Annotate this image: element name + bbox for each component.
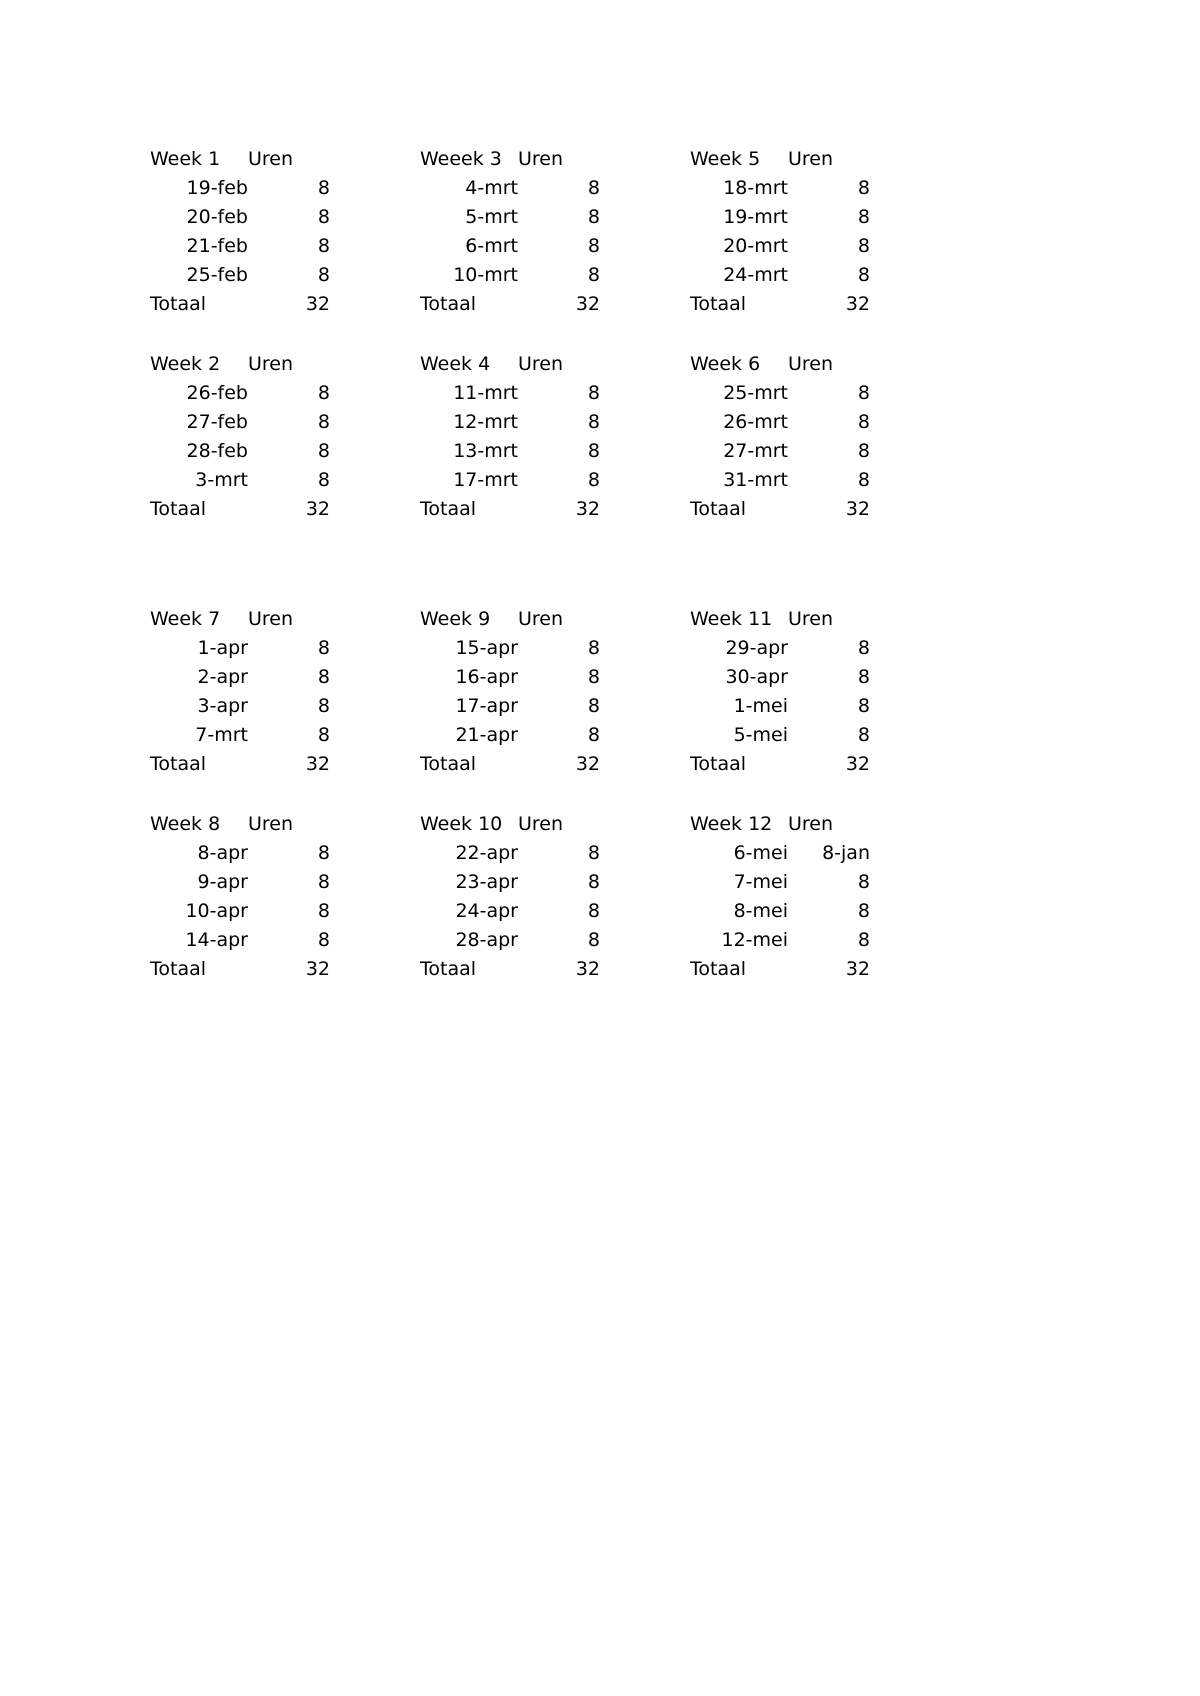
table-row bbox=[150, 634, 330, 663]
date-cell: 26-mrt bbox=[723, 411, 788, 433]
hours-header: Uren bbox=[518, 813, 564, 835]
timesheet-band-4 bbox=[150, 810, 930, 984]
hours-cell: 8 bbox=[317, 724, 330, 746]
week-label: Week 6 bbox=[690, 353, 761, 375]
date-cell: 28-apr bbox=[455, 929, 518, 951]
week-table bbox=[420, 350, 600, 524]
date-cell: 3-apr bbox=[197, 695, 248, 717]
date-cell: 4-mrt bbox=[465, 177, 518, 199]
total-label: Totaal bbox=[420, 753, 477, 775]
table-row bbox=[690, 408, 870, 437]
hours-cell: 8 bbox=[317, 235, 330, 257]
hours-cell: 8 bbox=[857, 929, 870, 951]
date-cell: 8-apr bbox=[197, 842, 248, 864]
week-header-row bbox=[690, 810, 870, 839]
date-cell: 12-mei bbox=[721, 929, 788, 951]
table-row bbox=[690, 466, 870, 495]
week-table bbox=[690, 810, 870, 984]
date-cell: 8-mei bbox=[733, 900, 788, 922]
table-row bbox=[420, 663, 600, 692]
hours-cell: 8-jan bbox=[822, 842, 870, 864]
table-row bbox=[690, 897, 870, 926]
date-cell: 15-apr bbox=[455, 637, 518, 659]
hours-cell: 8 bbox=[857, 666, 870, 688]
date-cell: 10-mrt bbox=[453, 264, 518, 286]
table-row bbox=[420, 897, 600, 926]
week-table bbox=[420, 145, 600, 319]
hours-cell: 8 bbox=[857, 469, 870, 491]
hours-cell: 8 bbox=[587, 871, 600, 893]
date-cell: 23-apr bbox=[455, 871, 518, 893]
hours-cell: 8 bbox=[857, 411, 870, 433]
hours-cell: 8 bbox=[317, 382, 330, 404]
total-value: 32 bbox=[305, 293, 330, 315]
week-header-row bbox=[420, 605, 600, 634]
date-cell: 27-feb bbox=[186, 411, 248, 433]
date-cell: 30-apr bbox=[725, 666, 788, 688]
total-row bbox=[420, 495, 600, 524]
hours-header: Uren bbox=[248, 353, 294, 375]
table-row bbox=[150, 663, 330, 692]
hours-cell: 8 bbox=[587, 411, 600, 433]
week-label: Week 12 bbox=[690, 813, 773, 835]
date-cell: 27-mrt bbox=[723, 440, 788, 462]
date-cell: 25-feb bbox=[186, 264, 248, 286]
hours-cell: 8 bbox=[857, 637, 870, 659]
total-value: 32 bbox=[845, 753, 870, 775]
date-cell: 19-mrt bbox=[723, 206, 788, 228]
total-value: 32 bbox=[575, 753, 600, 775]
week-header-row bbox=[150, 605, 330, 634]
hours-cell: 8 bbox=[587, 235, 600, 257]
date-cell: 11-mrt bbox=[453, 382, 518, 404]
table-row bbox=[420, 437, 600, 466]
total-label: Totaal bbox=[690, 498, 747, 520]
hours-cell: 8 bbox=[587, 637, 600, 659]
hours-cell: 8 bbox=[587, 929, 600, 951]
date-cell: 2-apr bbox=[197, 666, 248, 688]
hours-cell: 8 bbox=[587, 724, 600, 746]
timesheet-band-1 bbox=[150, 145, 930, 319]
table-row bbox=[150, 174, 330, 203]
date-cell: 14-apr bbox=[185, 929, 248, 951]
total-row bbox=[150, 495, 330, 524]
total-label: Totaal bbox=[150, 753, 207, 775]
total-value: 32 bbox=[575, 498, 600, 520]
total-value: 32 bbox=[845, 293, 870, 315]
date-cell: 12-mrt bbox=[453, 411, 518, 433]
hours-cell: 8 bbox=[857, 440, 870, 462]
week-label: Week 8 bbox=[150, 813, 221, 835]
hours-header: Uren bbox=[248, 608, 294, 630]
date-cell: 24-apr bbox=[455, 900, 518, 922]
total-label: Totaal bbox=[420, 958, 477, 980]
week-label: Weeek 3 bbox=[420, 148, 502, 170]
total-label: Totaal bbox=[150, 958, 207, 980]
table-row bbox=[690, 261, 870, 290]
table-row bbox=[690, 232, 870, 261]
date-cell: 13-mrt bbox=[453, 440, 518, 462]
table-row bbox=[420, 232, 600, 261]
table-row bbox=[690, 634, 870, 663]
total-row bbox=[150, 955, 330, 984]
week-header-row bbox=[690, 605, 870, 634]
table-row bbox=[420, 466, 600, 495]
total-value: 32 bbox=[845, 498, 870, 520]
table-row bbox=[420, 203, 600, 232]
total-row bbox=[150, 750, 330, 779]
hours-cell: 8 bbox=[587, 264, 600, 286]
date-cell: 19-feb bbox=[186, 177, 248, 199]
week-label: Week 4 bbox=[420, 353, 491, 375]
table-row bbox=[150, 232, 330, 261]
date-cell: 31-mrt bbox=[723, 469, 788, 491]
date-cell: 7-mrt bbox=[195, 724, 248, 746]
date-cell: 9-apr bbox=[197, 871, 248, 893]
date-cell: 20-mrt bbox=[723, 235, 788, 257]
total-label: Totaal bbox=[690, 958, 747, 980]
date-cell: 17-apr bbox=[455, 695, 518, 717]
hours-header: Uren bbox=[788, 148, 834, 170]
total-value: 32 bbox=[575, 293, 600, 315]
hours-cell: 8 bbox=[587, 440, 600, 462]
hours-cell: 8 bbox=[587, 382, 600, 404]
week-label: Week 10 bbox=[420, 813, 503, 835]
week-table bbox=[690, 605, 870, 779]
total-row bbox=[150, 290, 330, 319]
table-row bbox=[420, 868, 600, 897]
date-cell: 6-mrt bbox=[465, 235, 518, 257]
hours-cell: 8 bbox=[317, 177, 330, 199]
total-label: Totaal bbox=[420, 293, 477, 315]
total-row bbox=[690, 750, 870, 779]
total-value: 32 bbox=[845, 958, 870, 980]
week-label: Week 7 bbox=[150, 608, 221, 630]
week-table bbox=[150, 350, 330, 524]
table-row bbox=[690, 174, 870, 203]
hours-cell: 8 bbox=[857, 177, 870, 199]
total-row bbox=[690, 290, 870, 319]
week-table bbox=[150, 145, 330, 319]
total-label: Totaal bbox=[690, 753, 747, 775]
table-row bbox=[420, 839, 600, 868]
hours-cell: 8 bbox=[317, 871, 330, 893]
total-value: 32 bbox=[305, 958, 330, 980]
hours-cell: 8 bbox=[317, 666, 330, 688]
total-row bbox=[690, 955, 870, 984]
week-label: Week 2 bbox=[150, 353, 221, 375]
table-row bbox=[420, 926, 600, 955]
week-header-row bbox=[690, 145, 870, 174]
table-row bbox=[420, 261, 600, 290]
week-label: Week 1 bbox=[150, 148, 221, 170]
timesheet bbox=[150, 145, 930, 995]
date-cell: 1-apr bbox=[197, 637, 248, 659]
hours-cell: 8 bbox=[317, 900, 330, 922]
hours-cell: 8 bbox=[857, 382, 870, 404]
table-row bbox=[150, 466, 330, 495]
date-cell: 6-mei bbox=[733, 842, 788, 864]
table-row bbox=[690, 203, 870, 232]
table-row bbox=[150, 897, 330, 926]
table-row bbox=[150, 692, 330, 721]
hours-header: Uren bbox=[518, 608, 564, 630]
hours-cell: 8 bbox=[317, 929, 330, 951]
hours-cell: 8 bbox=[317, 264, 330, 286]
date-cell: 5-mrt bbox=[465, 206, 518, 228]
table-row bbox=[690, 379, 870, 408]
hours-header: Uren bbox=[518, 353, 564, 375]
hours-header: Uren bbox=[518, 148, 564, 170]
date-cell: 18-mrt bbox=[723, 177, 788, 199]
week-label: Week 5 bbox=[690, 148, 761, 170]
week-label: Week 11 bbox=[690, 608, 773, 630]
date-cell: 5-mei bbox=[733, 724, 788, 746]
table-row bbox=[690, 926, 870, 955]
hours-header: Uren bbox=[788, 353, 834, 375]
total-value: 32 bbox=[305, 498, 330, 520]
date-cell: 21-apr bbox=[455, 724, 518, 746]
week-header-row bbox=[150, 350, 330, 379]
total-value: 32 bbox=[305, 753, 330, 775]
week-header-row bbox=[420, 145, 600, 174]
date-cell: 24-mrt bbox=[723, 264, 788, 286]
hours-cell: 8 bbox=[857, 724, 870, 746]
table-row bbox=[150, 203, 330, 232]
table-row bbox=[150, 868, 330, 897]
hours-header: Uren bbox=[788, 608, 834, 630]
date-cell: 22-apr bbox=[455, 842, 518, 864]
table-row bbox=[690, 868, 870, 897]
total-value: 32 bbox=[575, 958, 600, 980]
hours-cell: 8 bbox=[317, 469, 330, 491]
table-row bbox=[420, 408, 600, 437]
table-row bbox=[150, 379, 330, 408]
table-row bbox=[690, 692, 870, 721]
date-cell: 16-apr bbox=[455, 666, 518, 688]
table-row bbox=[420, 379, 600, 408]
hours-cell: 8 bbox=[587, 695, 600, 717]
date-cell: 1-mei bbox=[733, 695, 788, 717]
week-table bbox=[420, 810, 600, 984]
date-cell: 26-feb bbox=[186, 382, 248, 404]
week-header-row bbox=[150, 810, 330, 839]
total-label: Totaal bbox=[690, 293, 747, 315]
table-row bbox=[690, 721, 870, 750]
week-table bbox=[150, 810, 330, 984]
hours-cell: 8 bbox=[857, 871, 870, 893]
week-header-row bbox=[420, 810, 600, 839]
total-row bbox=[420, 290, 600, 319]
table-row bbox=[420, 692, 600, 721]
week-header-row bbox=[150, 145, 330, 174]
timesheet-band-2 bbox=[150, 350, 930, 524]
table-row bbox=[150, 437, 330, 466]
table-row bbox=[420, 634, 600, 663]
table-row bbox=[150, 839, 330, 868]
date-cell: 28-feb bbox=[186, 440, 248, 462]
date-cell: 3-mrt bbox=[195, 469, 248, 491]
hours-header: Uren bbox=[248, 813, 294, 835]
date-cell: 17-mrt bbox=[453, 469, 518, 491]
week-header-row bbox=[420, 350, 600, 379]
total-label: Totaal bbox=[150, 498, 207, 520]
total-label: Totaal bbox=[420, 498, 477, 520]
date-cell: 20-feb bbox=[186, 206, 248, 228]
hours-cell: 8 bbox=[317, 440, 330, 462]
table-row bbox=[690, 663, 870, 692]
hours-cell: 8 bbox=[587, 206, 600, 228]
hours-cell: 8 bbox=[587, 900, 600, 922]
hours-cell: 8 bbox=[587, 842, 600, 864]
week-header-row bbox=[690, 350, 870, 379]
week-table bbox=[150, 605, 330, 779]
hours-cell: 8 bbox=[587, 177, 600, 199]
hours-cell: 8 bbox=[587, 469, 600, 491]
total-row bbox=[690, 495, 870, 524]
hours-cell: 8 bbox=[317, 411, 330, 433]
table-row bbox=[150, 408, 330, 437]
week-table bbox=[690, 145, 870, 319]
hours-cell: 8 bbox=[857, 206, 870, 228]
hours-cell: 8 bbox=[317, 695, 330, 717]
date-cell: 7-mei bbox=[733, 871, 788, 893]
hours-cell: 8 bbox=[587, 666, 600, 688]
date-cell: 10-apr bbox=[185, 900, 248, 922]
table-row bbox=[150, 721, 330, 750]
total-row bbox=[420, 955, 600, 984]
date-cell: 29-apr bbox=[725, 637, 788, 659]
hours-cell: 8 bbox=[857, 695, 870, 717]
date-cell: 25-mrt bbox=[723, 382, 788, 404]
hours-cell: 8 bbox=[317, 842, 330, 864]
hours-cell: 8 bbox=[857, 264, 870, 286]
table-row bbox=[690, 839, 870, 868]
total-row bbox=[420, 750, 600, 779]
table-row bbox=[420, 721, 600, 750]
table-row bbox=[420, 174, 600, 203]
hours-cell: 8 bbox=[857, 235, 870, 257]
table-row bbox=[690, 437, 870, 466]
hours-cell: 8 bbox=[857, 900, 870, 922]
total-label: Totaal bbox=[150, 293, 207, 315]
hours-cell: 8 bbox=[317, 637, 330, 659]
hours-cell: 8 bbox=[317, 206, 330, 228]
date-cell: 21-feb bbox=[186, 235, 248, 257]
week-table bbox=[420, 605, 600, 779]
week-table bbox=[690, 350, 870, 524]
table-row bbox=[150, 926, 330, 955]
timesheet-band-3 bbox=[150, 605, 930, 779]
hours-header: Uren bbox=[248, 148, 294, 170]
week-label: Week 9 bbox=[420, 608, 491, 630]
table-row bbox=[150, 261, 330, 290]
hours-header: Uren bbox=[788, 813, 834, 835]
